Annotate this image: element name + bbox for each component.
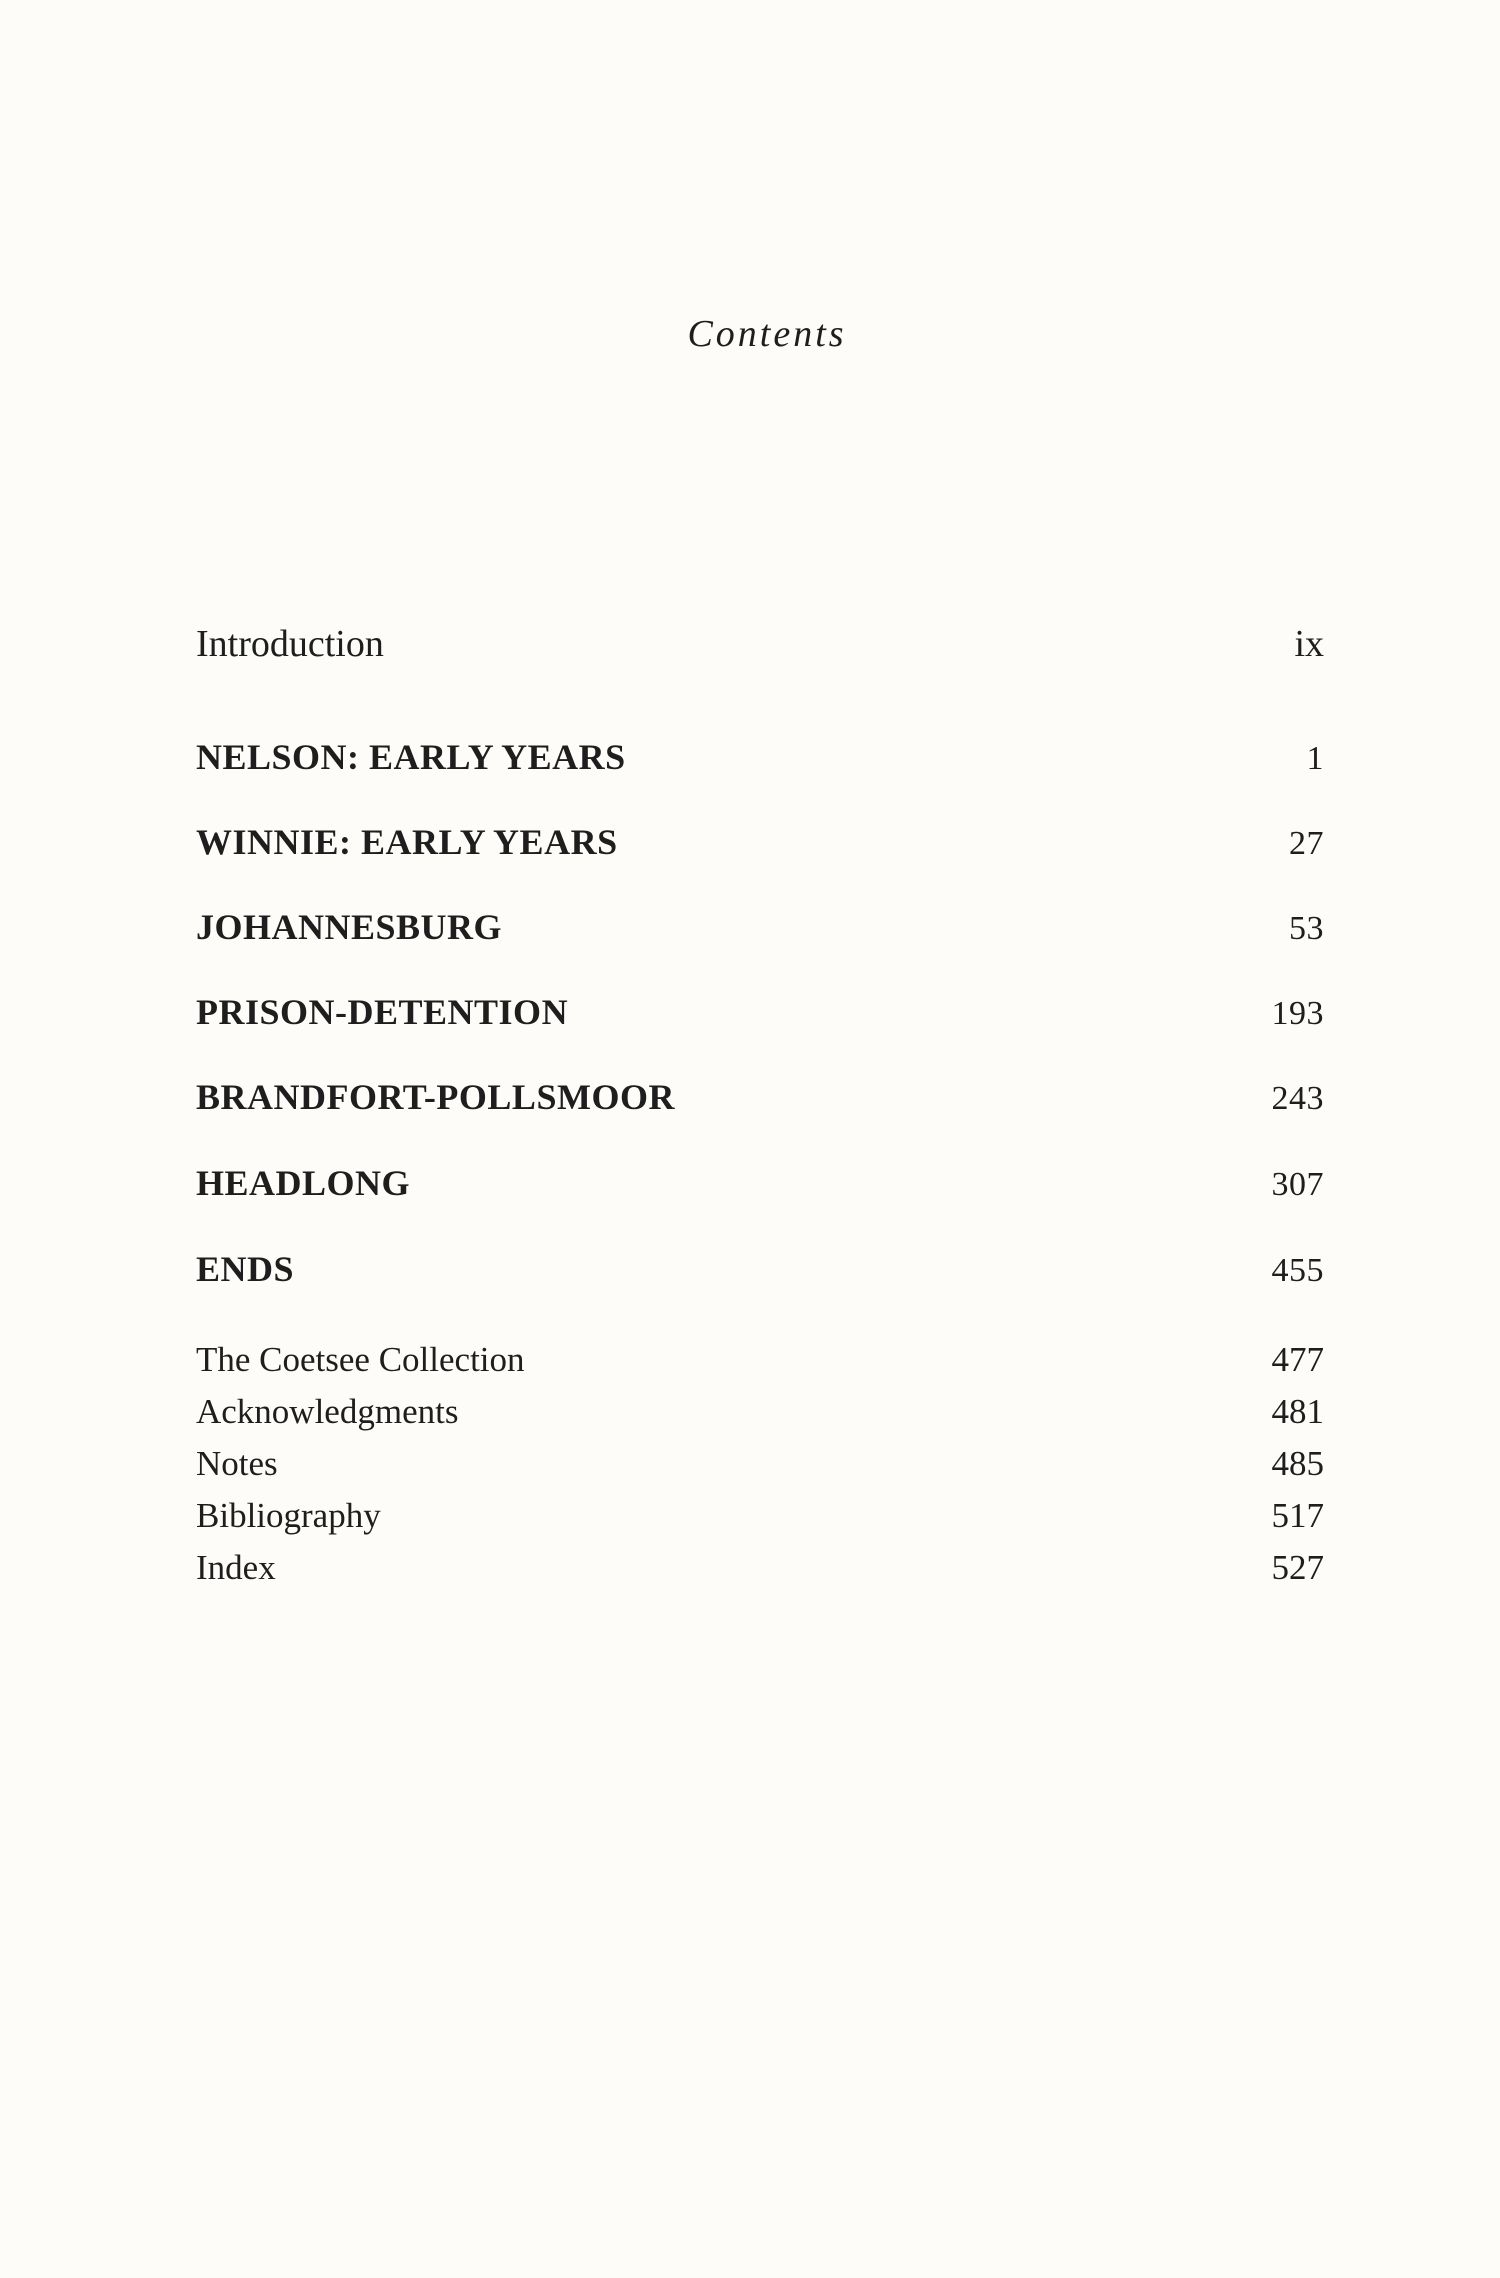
toc-entry-page: 485 [1271,1444,1324,1483]
toc-entry-page: 527 [1271,1548,1324,1587]
toc-entry-page: 307 [1271,1166,1324,1203]
toc-entry-page: 1 [1306,740,1324,777]
contents-heading: Contents [687,313,847,355]
toc-part-entry [196,991,1324,1033]
toc-backmatter-entry [196,1340,1324,1380]
toc-entry-label: Acknowledgments [196,1392,459,1431]
toc-backmatter-entry [196,1392,1324,1432]
toc-entry-page: 53 [1289,910,1324,947]
toc-part-entry [196,906,1324,948]
toc-entry-label: The Coetsee Collection [196,1340,525,1379]
toc-entry-label: Index [196,1548,276,1587]
toc-backmatter-entry [196,1496,1324,1536]
toc-entry-label: BRANDFORT-POLLSMOOR [196,1077,675,1117]
toc-entry-label: HEADLONG [196,1163,411,1203]
toc-entry-label: Bibliography [196,1496,381,1535]
toc-part-entry [196,1076,1324,1118]
toc-entry-label: Introduction [196,623,384,665]
toc-part-entry [196,1162,1324,1204]
toc-entry-label: JOHANNESBURG [196,907,503,947]
toc-entry-page: 243 [1271,1080,1324,1117]
toc-entry-page: 517 [1271,1496,1324,1535]
toc-entry-page: 477 [1271,1340,1324,1379]
toc-entry-label: PRISON-DETENTION [196,992,569,1032]
toc-entry-page: 27 [1289,825,1324,862]
toc-backmatter-entry [196,1548,1324,1588]
toc-entry-introduction [196,622,1324,666]
toc-entry-label: ENDS [196,1249,295,1289]
toc-entry-label: NELSON: EARLY YEARS [196,737,626,777]
toc-backmatter-entry [196,1444,1324,1484]
toc-part-entry [196,736,1324,778]
toc-part-entry [196,821,1324,863]
toc-entry-page: ix [1294,623,1324,665]
toc-part-entry [196,1248,1324,1290]
toc-entry-page: 193 [1271,995,1324,1032]
toc-entry-label: Notes [196,1444,278,1483]
toc-entry-label: WINNIE: EARLY YEARS [196,822,618,862]
toc-entry-page: 455 [1271,1252,1324,1289]
toc-entry-page: 481 [1271,1392,1324,1431]
